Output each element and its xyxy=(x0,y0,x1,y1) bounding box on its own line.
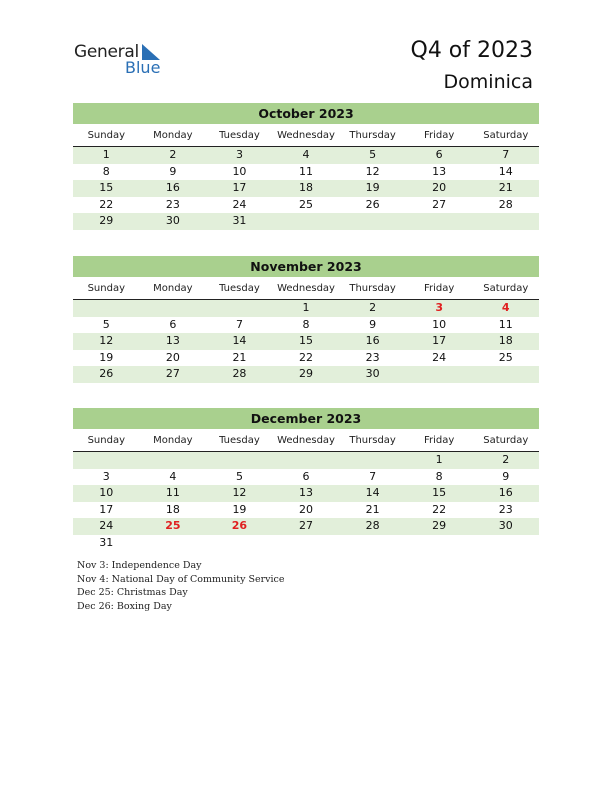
day-cell: 11 xyxy=(165,486,180,499)
day-cell: 29 xyxy=(432,519,447,532)
week-row xyxy=(73,518,539,535)
weekday-label: Wednesday xyxy=(277,130,335,141)
day-cell: 6 xyxy=(169,317,177,331)
day-cell: 11 xyxy=(498,317,513,331)
day-cell: 16 xyxy=(165,181,180,194)
logo-text-general: General xyxy=(74,42,139,62)
day-cell xyxy=(406,366,473,383)
day-cell: 21 xyxy=(498,181,513,194)
day-cell: 5 xyxy=(102,317,110,331)
week-row xyxy=(73,180,539,197)
day-cell: 19 xyxy=(99,350,114,364)
day-cell: 8 xyxy=(302,317,310,331)
day-cell: 15 xyxy=(99,181,114,194)
day-cell: 3 xyxy=(102,469,110,483)
day-cell: 25 xyxy=(299,197,314,211)
month-title: November 2023 xyxy=(73,256,539,277)
day-cell: 10 xyxy=(99,486,114,499)
day-cell: 5 xyxy=(369,148,377,161)
week-row xyxy=(73,535,539,552)
day-cell: 30 xyxy=(498,519,513,532)
day-cell: 7 xyxy=(235,317,243,331)
day-cell xyxy=(472,535,539,552)
month-grid xyxy=(73,452,539,551)
month-november xyxy=(73,256,539,383)
day-cell: 18 xyxy=(165,502,180,516)
week-row xyxy=(73,197,539,214)
day-cell xyxy=(406,535,473,552)
day-cell: 11 xyxy=(299,164,314,178)
day-cell xyxy=(273,452,340,469)
day-cell: 26 xyxy=(365,197,380,211)
day-cell: 31 xyxy=(99,535,114,549)
weekday-label: Sunday xyxy=(87,283,125,294)
week-row xyxy=(73,502,539,519)
day-cell xyxy=(472,213,539,230)
weekday-label: Saturday xyxy=(483,435,529,446)
weekday-label: Thursday xyxy=(349,435,396,446)
day-cell: 7 xyxy=(369,469,377,483)
month-grid xyxy=(73,300,539,383)
holiday-note: Nov 4: National Day of Community Service xyxy=(77,573,285,585)
week-row xyxy=(73,350,539,367)
logo-text-blue: Blue xyxy=(125,58,161,77)
day-cell: 20 xyxy=(299,502,314,516)
week-row xyxy=(73,485,539,502)
day-cell: 16 xyxy=(498,486,513,499)
day-cell: 20 xyxy=(432,181,447,194)
week-row xyxy=(73,213,539,230)
holiday-note: Dec 25: Christmas Day xyxy=(77,587,188,598)
day-cell: 21 xyxy=(365,502,380,516)
day-cell: 23 xyxy=(165,197,180,211)
holiday-day-cell: 4 xyxy=(501,301,510,314)
holiday-day-cell: 26 xyxy=(231,519,248,532)
weekday-label: Wednesday xyxy=(277,435,335,446)
day-cell: 27 xyxy=(299,519,314,532)
day-cell: 19 xyxy=(232,502,247,516)
day-cell: 14 xyxy=(232,334,247,347)
month-october xyxy=(73,103,539,230)
day-cell: 1 xyxy=(435,453,443,466)
weekday-header-row xyxy=(73,280,539,300)
day-cell: 14 xyxy=(365,486,380,499)
day-cell: 4 xyxy=(302,148,310,161)
day-cell xyxy=(472,366,539,383)
day-cell: 24 xyxy=(99,519,114,532)
day-cell: 23 xyxy=(365,350,380,364)
day-cell: 2 xyxy=(369,301,377,314)
day-cell: 17 xyxy=(232,181,247,194)
day-cell xyxy=(206,300,273,317)
holiday-day-cell: 3 xyxy=(435,301,443,314)
day-cell xyxy=(206,452,273,469)
weekday-label: Saturday xyxy=(483,283,529,294)
day-cell xyxy=(206,535,273,552)
day-cell: 5 xyxy=(235,469,243,483)
day-cell: 26 xyxy=(99,367,114,380)
week-row xyxy=(73,366,539,383)
day-cell: 22 xyxy=(299,350,314,364)
day-cell: 15 xyxy=(299,334,314,347)
day-cell: 28 xyxy=(232,367,247,380)
holiday-list xyxy=(77,559,285,613)
day-cell xyxy=(140,300,207,317)
week-row xyxy=(73,452,539,469)
day-cell: 31 xyxy=(232,214,247,227)
weekday-header-row xyxy=(73,432,539,452)
week-row xyxy=(73,317,539,334)
day-cell: 1 xyxy=(302,301,310,314)
week-row xyxy=(73,164,539,181)
day-cell: 25 xyxy=(498,350,513,364)
day-cell: 17 xyxy=(432,334,447,347)
day-cell: 2 xyxy=(502,453,510,466)
day-cell: 12 xyxy=(232,486,247,499)
day-cell: 15 xyxy=(432,486,447,499)
day-cell: 18 xyxy=(498,334,513,347)
day-cell: 8 xyxy=(435,469,443,483)
day-cell: 29 xyxy=(99,214,114,227)
weekday-label: Sunday xyxy=(87,435,125,446)
day-cell xyxy=(140,452,207,469)
day-cell: 7 xyxy=(502,148,510,161)
country-name: Dominica xyxy=(443,71,533,93)
weekday-label: Sunday xyxy=(87,130,125,141)
day-cell xyxy=(339,213,406,230)
day-cell xyxy=(140,535,207,552)
weekday-label: Tuesday xyxy=(219,283,260,294)
month-title: October 2023 xyxy=(73,103,539,124)
day-cell: 9 xyxy=(369,317,377,331)
day-cell: 14 xyxy=(498,164,513,178)
weekday-label: Saturday xyxy=(483,130,529,141)
day-cell xyxy=(273,535,340,552)
week-row xyxy=(73,300,539,317)
day-cell: 18 xyxy=(299,181,314,194)
day-cell: 2 xyxy=(169,148,177,161)
day-cell: 22 xyxy=(432,502,447,516)
day-cell: 9 xyxy=(169,164,177,178)
week-row xyxy=(73,469,539,486)
day-cell xyxy=(273,213,340,230)
day-cell: 30 xyxy=(165,214,180,227)
holiday-day-cell: 25 xyxy=(165,519,181,532)
weekday-label: Wednesday xyxy=(277,283,335,294)
weekday-header-row xyxy=(73,127,539,147)
day-cell: 13 xyxy=(165,334,180,347)
day-cell: 24 xyxy=(432,350,447,364)
weekday-label: Monday xyxy=(153,435,193,446)
day-cell: 1 xyxy=(102,148,110,161)
month-december xyxy=(73,408,539,551)
day-cell xyxy=(73,300,140,317)
month-title: December 2023 xyxy=(73,408,539,429)
day-cell: 6 xyxy=(302,469,310,483)
month-grid xyxy=(73,147,539,230)
day-cell: 16 xyxy=(365,334,380,347)
day-cell xyxy=(339,452,406,469)
day-cell: 27 xyxy=(165,367,180,380)
day-cell: 4 xyxy=(169,469,177,483)
weekday-label: Tuesday xyxy=(219,435,260,446)
weekday-label: Friday xyxy=(424,130,455,141)
day-cell: 29 xyxy=(299,367,314,380)
week-row xyxy=(73,333,539,350)
quarter-title: Q4 of 2023 xyxy=(410,38,533,63)
day-cell: 9 xyxy=(502,469,510,483)
day-cell: 10 xyxy=(232,164,247,178)
day-cell: 21 xyxy=(232,350,247,364)
day-cell xyxy=(406,213,473,230)
day-cell: 3 xyxy=(235,148,243,161)
day-cell: 27 xyxy=(432,197,447,211)
weekday-label: Monday xyxy=(153,130,193,141)
weekday-label: Tuesday xyxy=(219,130,260,141)
day-cell: 19 xyxy=(365,181,380,194)
day-cell: 10 xyxy=(432,317,447,331)
day-cell: 20 xyxy=(165,350,180,364)
general-blue-logo xyxy=(74,42,174,78)
day-cell xyxy=(73,452,140,469)
day-cell: 17 xyxy=(99,502,114,516)
weekday-label: Thursday xyxy=(349,130,396,141)
weekday-label: Friday xyxy=(424,283,455,294)
day-cell: 23 xyxy=(498,502,513,516)
day-cell: 12 xyxy=(365,164,380,178)
holiday-note: Dec 26: Boxing Day xyxy=(77,600,172,612)
day-cell: 22 xyxy=(99,197,114,211)
day-cell: 24 xyxy=(232,197,247,211)
day-cell: 6 xyxy=(435,148,443,161)
day-cell: 30 xyxy=(365,367,380,380)
day-cell: 12 xyxy=(99,334,114,347)
day-cell: 13 xyxy=(299,486,314,499)
day-cell xyxy=(339,535,406,552)
weekday-label: Monday xyxy=(153,283,193,294)
week-row xyxy=(73,147,539,164)
weekday-label: Thursday xyxy=(349,283,396,294)
weekday-label: Friday xyxy=(424,435,455,446)
day-cell: 13 xyxy=(432,164,447,178)
day-cell: 28 xyxy=(365,519,380,532)
holiday-note: Nov 3: Independence Day xyxy=(77,560,202,571)
day-cell: 8 xyxy=(102,164,110,178)
day-cell: 28 xyxy=(498,197,513,211)
